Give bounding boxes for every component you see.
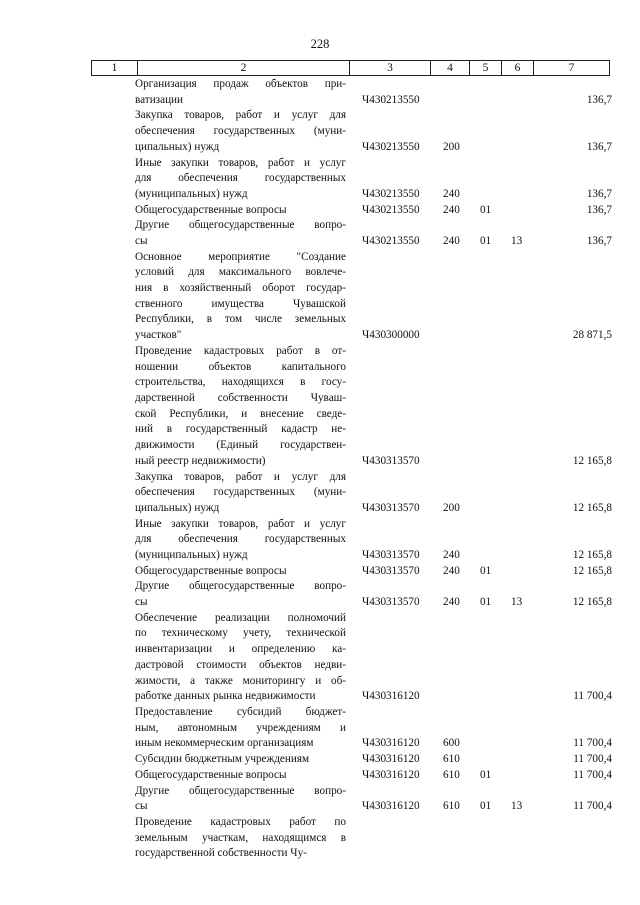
description-line: условий для максимального вовлече- [135, 266, 346, 279]
row-code: Ч430313570 [362, 564, 420, 577]
description-line: Проведение кадастровых работ по [135, 815, 346, 828]
row-amount: 12 165,8 [572, 501, 612, 514]
table-row [0, 815, 640, 862]
row-amount: 28 871,5 [572, 329, 612, 342]
row-amount: 11 700,4 [573, 690, 612, 703]
description-line: Проведение кадастровых работ в от- [135, 344, 346, 357]
description-line: движимости (Единый государствен- [135, 439, 346, 452]
description-line: жимости, а также мониторингу и об- [135, 674, 346, 687]
table-row [0, 564, 640, 580]
description-line: Основное мероприятие "Создание [135, 250, 346, 263]
table-row [0, 752, 640, 768]
description-line: для обеспечения государственных [135, 172, 346, 185]
description-line: Республики, в том числе земельных [135, 313, 346, 326]
table-row [0, 218, 640, 249]
description-line: земельным участкам, находящимся в [135, 831, 346, 844]
column-5-header: 5 [470, 61, 502, 76]
row-code: Ч430300000 [362, 329, 420, 342]
row-code: Ч430213550 [362, 93, 420, 106]
description-line: Закупка товаров, работ и услуг для [135, 109, 346, 122]
table-row [0, 579, 640, 610]
row-amount: 12 165,8 [572, 596, 612, 609]
row-description [135, 752, 346, 768]
column-header-row [91, 60, 610, 76]
row-code: Ч430316120 [362, 753, 420, 766]
row-section: 01 [480, 768, 492, 781]
row-amount: 11 700,4 [573, 737, 612, 750]
table-row [0, 784, 640, 815]
row-expense-type: 240 [443, 548, 460, 561]
row-amount: 136,7 [586, 93, 612, 106]
row-expense-type: 610 [443, 753, 460, 766]
row-amount: 12 165,8 [572, 564, 612, 577]
row-expense-type: 240 [443, 203, 460, 216]
row-section: 01 [480, 596, 492, 609]
row-code: Ч430213550 [362, 234, 420, 247]
row-expense-type: 200 [443, 140, 460, 153]
row-description [135, 784, 346, 815]
row-expense-type: 240 [443, 564, 460, 577]
table-row [0, 250, 640, 344]
description-line: для обеспечения государственных [135, 533, 346, 546]
row-description [135, 203, 346, 219]
description-line: Иные закупки товаров, работ и услуг [135, 156, 346, 169]
row-code: Ч430213550 [362, 203, 420, 216]
table-row [0, 156, 640, 203]
description-line: Общегосударственные вопросы [135, 203, 287, 216]
row-description [135, 815, 346, 862]
column-7-header: 7 [534, 61, 610, 76]
row-expense-type: 610 [443, 768, 460, 781]
description-line: обеспечения государственных (муни- [135, 486, 346, 499]
description-line: участков" [135, 329, 182, 342]
row-amount: 136,7 [586, 203, 612, 216]
table-row [0, 517, 640, 564]
description-line: ний в государственный кадастр не- [135, 423, 346, 436]
description-line: Другие общегосударственные вопро- [135, 219, 346, 232]
description-line: ношении объектов капитального [135, 360, 346, 373]
row-description [135, 344, 346, 470]
description-line: Другие общегосударственные вопро- [135, 784, 346, 797]
row-description [135, 470, 346, 517]
row-amount: 136,7 [586, 140, 612, 153]
row-description [135, 77, 346, 108]
description-line: ным, автономным учреждениям и [135, 721, 346, 734]
row-amount: 12 165,8 [572, 548, 612, 561]
row-amount: 11 700,4 [573, 768, 612, 781]
description-line: иным некоммерческим организациям [135, 737, 314, 750]
row-description [135, 768, 346, 784]
column-3-header: 3 [350, 61, 431, 76]
row-section: 01 [480, 234, 492, 247]
description-line: по техническому учету, технической [135, 627, 346, 640]
description-line: Предоставление субсидий бюджет- [135, 706, 346, 718]
description-line: государственной собственности Чу- [135, 847, 307, 860]
row-code: Ч430313570 [362, 454, 420, 467]
row-description [135, 705, 346, 752]
row-description [135, 517, 346, 564]
table-row [0, 77, 640, 108]
row-code: Ч430316120 [362, 768, 420, 781]
table-row [0, 203, 640, 219]
row-description [135, 579, 346, 610]
row-section: 01 [480, 203, 492, 216]
description-line: Обеспечение реализации полномочий [135, 611, 346, 624]
row-description [135, 108, 346, 155]
description-line: Иные закупки товаров, работ и услуг [135, 517, 346, 530]
row-code: Ч430316120 [362, 737, 420, 750]
row-subsection: 13 [511, 800, 523, 813]
column-1-header: 1 [92, 61, 138, 76]
description-line: ный реестр недвижимости) [135, 454, 266, 467]
table-row [0, 344, 640, 470]
description-line: сы [135, 596, 148, 609]
description-line: (муниципальных) нужд [135, 548, 248, 561]
row-code: Ч430313570 [362, 548, 420, 561]
row-description [135, 218, 346, 249]
table-row [0, 108, 640, 155]
description-line: работке данных рынка недвижимости [135, 690, 316, 703]
description-line: сы [135, 234, 148, 247]
description-line: дастровой стоимости объектов недви- [135, 658, 346, 671]
description-line: дарственной собственности Чуваш- [135, 391, 346, 404]
row-amount: 136,7 [586, 234, 612, 247]
table-row [0, 470, 640, 517]
description-line: строительства, находящихся в госу- [135, 376, 346, 389]
row-section: 01 [480, 800, 492, 813]
row-expense-type: 200 [443, 501, 460, 514]
row-subsection: 13 [511, 234, 523, 247]
row-expense-type: 240 [443, 234, 460, 247]
row-amount: 136,7 [586, 187, 612, 200]
page-number: 228 [310, 37, 330, 51]
description-line: обеспечения государственных (муни- [135, 125, 346, 138]
row-expense-type: 600 [443, 737, 460, 750]
row-expense-type: 240 [443, 596, 460, 609]
row-code: Ч430213550 [362, 140, 420, 153]
table-row [0, 705, 640, 752]
row-description [135, 611, 346, 705]
table-row [0, 768, 640, 784]
description-line: Организация продаж объектов при- [135, 78, 346, 90]
column-4-header: 4 [431, 61, 470, 76]
column-6-header: 6 [502, 61, 534, 76]
row-amount: 12 165,8 [572, 454, 612, 467]
description-line: Субсидии бюджетным учреждениям [135, 753, 310, 766]
row-section: 01 [480, 564, 492, 577]
row-amount: 11 700,4 [573, 753, 612, 766]
description-line: инвентаризации и определению ка- [135, 643, 346, 656]
row-description [135, 156, 346, 203]
description-line: ния в хозяйственный оборот государ- [135, 282, 346, 295]
description-line: ципальных) нужд [135, 501, 220, 514]
row-subsection: 13 [511, 596, 523, 609]
row-code: Ч430316120 [362, 800, 420, 813]
description-line: Другие общегосударственные вопро- [135, 580, 346, 593]
row-code: Ч430213550 [362, 187, 420, 200]
row-code: Ч430316120 [362, 690, 420, 703]
description-line: ватизации [135, 93, 184, 106]
description-line: ственного имущества Чувашской [135, 297, 346, 310]
row-description [135, 250, 346, 344]
row-expense-type: 610 [443, 800, 460, 813]
description-line: Закупка товаров, работ и услуг для [135, 470, 346, 483]
row-amount: 11 700,4 [573, 800, 612, 813]
row-expense-type: 240 [443, 187, 460, 200]
row-description [135, 564, 346, 580]
description-line: сы [135, 800, 148, 813]
description-line: ской Республики, и внесение сведе- [135, 407, 346, 420]
description-line: Общегосударственные вопросы [135, 564, 287, 577]
column-2-header: 2 [138, 61, 350, 76]
row-code: Ч430313570 [362, 596, 420, 609]
description-line: ципальных) нужд [135, 140, 220, 153]
description-line: Общегосударственные вопросы [135, 768, 287, 781]
row-code: Ч430313570 [362, 501, 420, 514]
description-line: (муниципальных) нужд [135, 187, 248, 200]
table-row [0, 611, 640, 705]
